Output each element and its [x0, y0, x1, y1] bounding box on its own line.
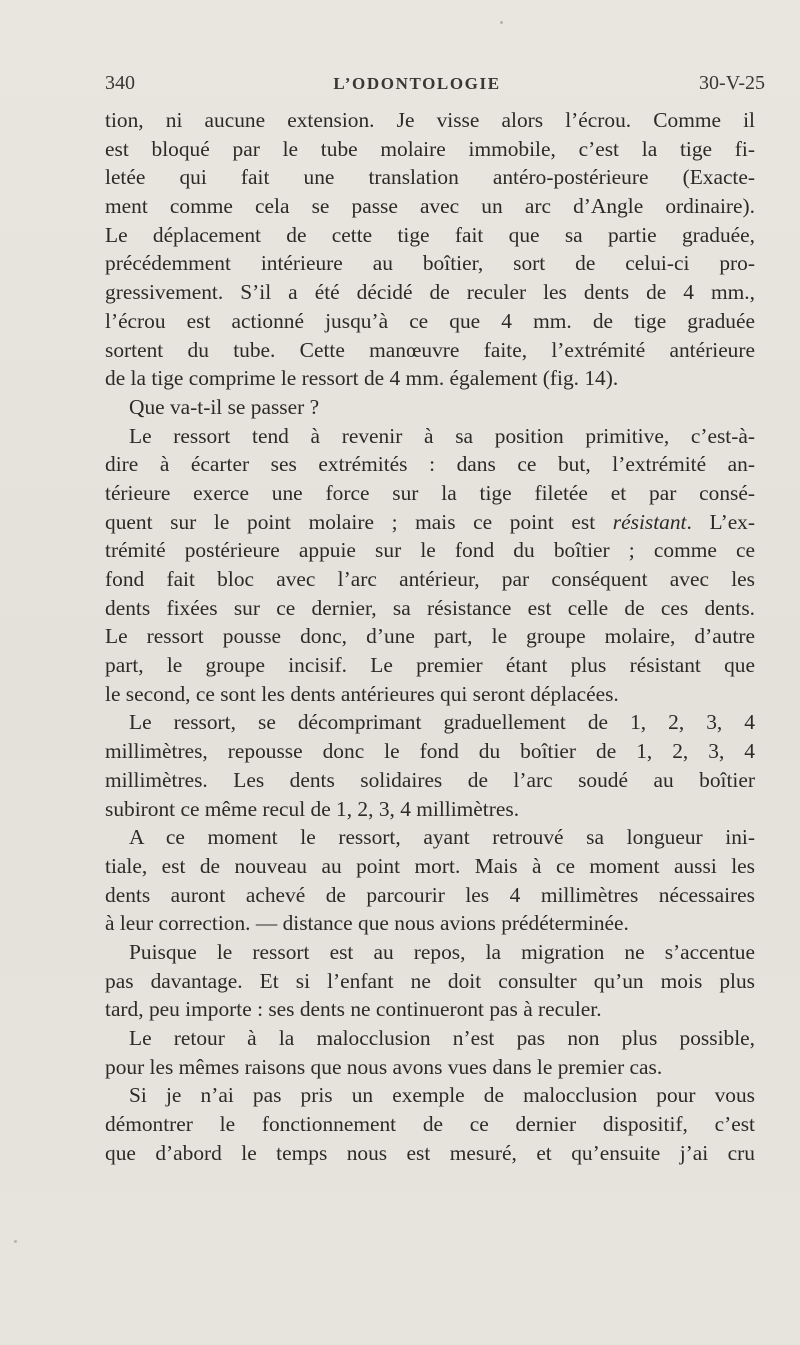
- text-line: de la tige comprime le ressort de 4 mm. également (fig. 14).: [105, 366, 619, 391]
- text-line: pas davantage. Et si l’enfant ne doit consulter qu’un mois plus: [105, 968, 755, 993]
- text-line: démontrer le fonctionnement de ce dernier dispositif, c’est: [105, 1112, 755, 1137]
- text-line: Que va-t-il se passer ?: [129, 394, 320, 419]
- text-line: à leur correction. — distance que nous avions prédéterminée.: [105, 911, 629, 936]
- text-line: pour les mêmes raisons que nous avons vues dans le premier cas.: [105, 1054, 663, 1079]
- text-line: trémité postérieure appuie sur le fond du boîtier ; comme ce: [105, 538, 755, 563]
- text-line: millimètres. Les dents solidaires de l’arc soudé au boîtier: [105, 767, 755, 792]
- issue-date: 30-V-25: [699, 72, 765, 94]
- text-line: gressivement. S’il a été décidé de reculer les dents de 4 mm.,: [105, 280, 755, 305]
- running-title: L’ODONTOLOGIE: [333, 74, 501, 93]
- text-line: que d’abord le temps nous est mesuré, et qu’ensuite j’ai cru: [105, 1140, 755, 1165]
- text-line: Si je n’ai pas pris un exemple de malocclusion pour vous: [129, 1083, 755, 1108]
- text-line: fond fait bloc avec l’arc antérieur, par conséquent avec les: [105, 567, 755, 591]
- text-line: A ce moment le ressort, ayant retrouvé sa longueur ini-: [129, 825, 755, 850]
- paper-speck: [500, 21, 503, 24]
- text-line: Le ressort pousse donc, d’une part, le groupe molaire, d’autre: [105, 624, 755, 649]
- text-line: l’écrou est actionné jusqu’à ce que 4 mm. de tige graduée: [105, 308, 755, 333]
- text-line: Le retour à la malocclusion n’est pas non plus possible,: [129, 1026, 755, 1050]
- text-line: Puisque le ressort est au repos, la migration ne s’accentue: [129, 939, 755, 964]
- text-line: tion, ni aucune extension. Je visse alors l’écrou. Comme il: [105, 108, 755, 132]
- text-line: Le déplacement de cette tige fait que sa partie graduée,: [105, 222, 755, 247]
- body-text: [105, 106, 755, 1167]
- text-line: dents auront achevé de parcourir les 4 millimètres nécessaires: [105, 882, 755, 907]
- text-line: sortent du tube. Cette manœuvre faite, l’extrémité antérieure: [105, 337, 755, 362]
- text-line: tard, peu importe : ses dents ne continueront pas à reculer.: [105, 997, 602, 1022]
- page-number: 340: [105, 72, 135, 94]
- page-header: [105, 72, 765, 102]
- text-line: dents fixées sur ce dernier, sa résistance est celle de ces dents.: [105, 595, 755, 620]
- text-line: le second, ce sont les dents antérieures qui seront déplacées.: [105, 681, 619, 706]
- paper-speck: [14, 1240, 17, 1243]
- text-line: est bloqué par le tube molaire immobile, c’est la tige fi-: [105, 136, 755, 161]
- text-line: Le ressort tend à revenir à sa position primitive, c’est-à-: [129, 423, 755, 448]
- text-line: dire à écarter ses extrémités : dans ce but, l’extrémité an-: [105, 452, 755, 477]
- text-line: Le ressort, se décomprimant graduellement de 1, 2, 3, 4: [129, 710, 755, 735]
- text-line: térieure exerce une force sur la tige filetée et par consé-: [105, 480, 755, 505]
- text-line: quent sur le point molaire ; mais ce point est résistant. L’ex-: [105, 509, 755, 534]
- text-line: précédemment intérieure au boîtier, sort de celui-ci pro-: [105, 251, 755, 276]
- text-line: tiale, est de nouveau au point mort. Mais à ce moment aussi les: [105, 853, 755, 878]
- text-line: ment comme cela se passe avec un arc d’Angle ordinaire).: [105, 194, 755, 219]
- text-line: subiront ce même recul de 1, 2, 3, 4 millimètres.: [105, 796, 520, 821]
- text-line: millimètres, repousse donc le fond du boîtier de 1, 2, 3, 4: [105, 739, 755, 764]
- text-line: part, le groupe incisif. Le premier étant plus résistant que: [105, 653, 755, 678]
- text-line: letée qui fait une translation antéro-postérieure (Exacte-: [105, 165, 755, 190]
